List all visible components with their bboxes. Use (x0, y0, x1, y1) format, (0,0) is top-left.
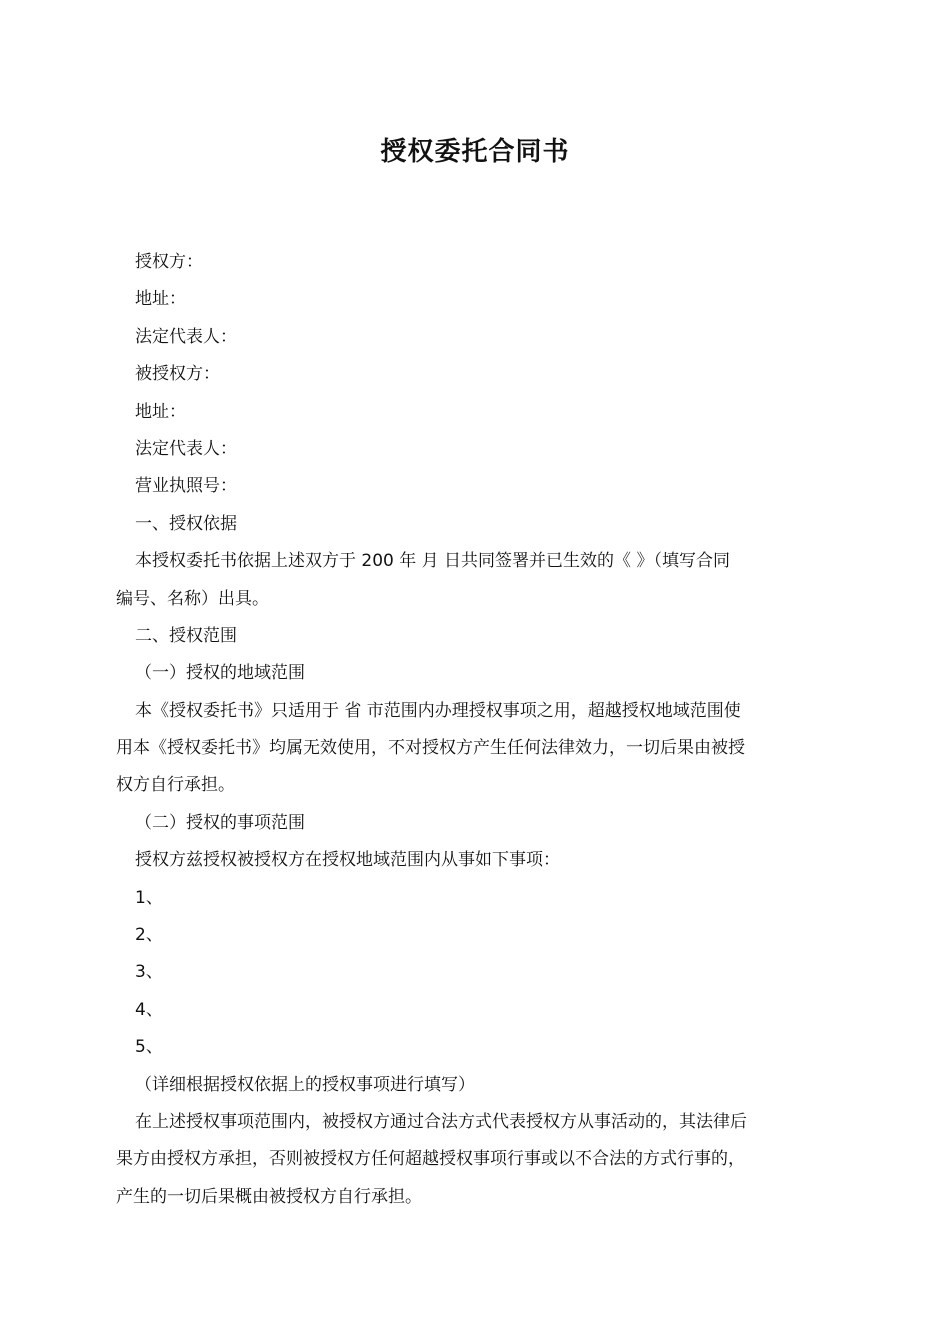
list-item: 4、 (135, 999, 163, 1020)
field-grantee: 被授权方： (135, 364, 220, 385)
section2-closing-line3: 产生的一切后果概由被授权方自行承担。 (116, 1186, 422, 1207)
section2-sub1-line3: 权方自行承担。 (116, 775, 235, 796)
list-item: 5、 (135, 1037, 163, 1058)
section2-note: （详细根据授权依据上的授权事项进行填写） (135, 1074, 475, 1095)
field-grantor: 授权方： (135, 252, 203, 272)
field-grantor-address: 地址： (135, 289, 186, 310)
list-item: 2、 (135, 925, 163, 946)
list-item: 1、 (135, 887, 163, 908)
document-title: 授权委托合同书 (380, 137, 570, 167)
document-body (116, 244, 838, 1216)
section1-para-line1: 本授权委托书依据上述双方于 200 年 月 日共同签署并已生效的《 》（填写合同 (135, 551, 730, 572)
field-grantor-legal-rep: 法定代表人： (135, 326, 237, 347)
section2-closing-line1: 在上述授权事项范围内，被授权方通过合法方式代表授权方从事活动的，其法律后 (135, 1111, 747, 1132)
section2-sub1-line1: 本《授权委托书》只适用于 省 市范围内办理授权事项之用，超越授权地域范围使 (135, 700, 741, 721)
section1-para-line2: 编号、名称）出具。 (116, 588, 269, 609)
section1-heading: 一、授权依据 (135, 513, 237, 534)
section2-sub1-heading: （一）授权的地域范围 (135, 663, 305, 684)
section2-heading: 二、授权范围 (135, 625, 237, 646)
field-grantee-address: 地址： (135, 401, 186, 422)
list-item: 3、 (135, 962, 163, 983)
field-business-license: 营业执照号： (135, 476, 237, 497)
section2-sub2-heading: （二）授权的事项范围 (135, 812, 305, 833)
section2-sub1-line2: 用本《授权委托书》均属无效使用，不对授权方产生任何法律效力，一切后果由被授 (116, 738, 745, 759)
section2-sub2-intro: 授权方兹授权被授权方在授权地域范围内从事如下事项： (135, 850, 560, 871)
field-grantee-legal-rep: 法定代表人： (135, 438, 237, 459)
section2-closing-line2: 果方由授权方承担，否则被授权方任何超越授权事项行事或以不合法的方式行事的， (116, 1149, 745, 1170)
